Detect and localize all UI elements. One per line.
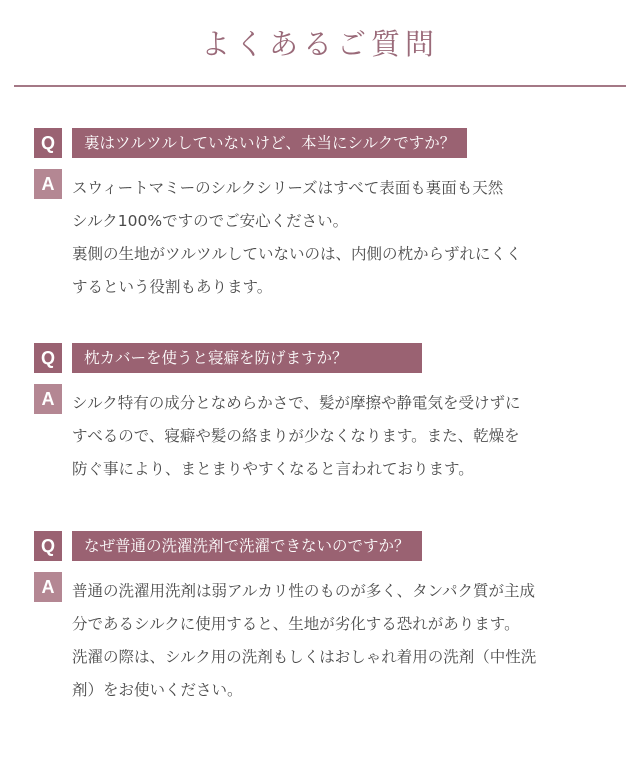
answer-line: スウィートマミーのシルクシリーズはすべて表面も裏面も天然 — [72, 179, 504, 197]
answer-line: 裏側の生地がツルツルしていないのは、内側の枕からずれにくく — [72, 245, 522, 263]
question-row — [34, 128, 634, 158]
answer-line: 分であるシルクに使用すると、生地が劣化する恐れがあります。 — [72, 615, 520, 633]
faq-item-1 — [34, 128, 634, 306]
answer-block — [34, 572, 634, 709]
question-text: 枕カバーを使うと寝癖を防げますか？ — [72, 343, 422, 373]
answer-text — [72, 572, 634, 709]
answer-line: するという役割もあります。 — [72, 278, 273, 296]
answer-line: 防ぐ事により、まとまりやすくなると言われております。 — [72, 460, 474, 478]
q-badge: Q — [34, 343, 62, 373]
faq-item-3 — [34, 531, 634, 709]
question-text: 裏はツルツルしていないけど、本当にシルクですか？ — [72, 128, 467, 158]
title-divider — [14, 85, 626, 87]
question-row — [34, 531, 634, 561]
answer-line: 洗濯の際は、シルク用の洗剤もしくはおしゃれ着用の洗剤（中性洗 — [72, 648, 537, 666]
a-badge: A — [34, 384, 62, 414]
answer-block — [34, 169, 634, 306]
a-badge: A — [34, 169, 62, 199]
q-badge: Q — [34, 531, 62, 561]
answer-line: シルク特有の成分となめらかさで、髪が摩擦や静電気を受けずに — [72, 394, 521, 412]
question-row — [34, 343, 634, 373]
answer-line: 普通の洗濯用洗剤は弱アルカリ性のものが多く、タンパク質が主成 — [72, 582, 535, 600]
answer-line: シルク100%ですのでご安心ください。 — [72, 212, 349, 230]
faq-item-2 — [34, 343, 634, 488]
page-title: よくあるご質問 — [200, 27, 439, 61]
answer-text — [72, 169, 634, 306]
answer-block — [34, 384, 634, 488]
answer-line: すべるので、寝癖や髪の絡まりが少なくなります。また、乾燥を — [72, 427, 520, 445]
q-badge: Q — [34, 128, 62, 158]
answer-text — [72, 384, 634, 488]
answer-line: 剤）をお使いください。 — [72, 681, 243, 699]
question-text: なぜ普通の洗濯洗剤で洗濯できないのですか？ — [72, 531, 422, 561]
a-badge: A — [34, 572, 62, 602]
